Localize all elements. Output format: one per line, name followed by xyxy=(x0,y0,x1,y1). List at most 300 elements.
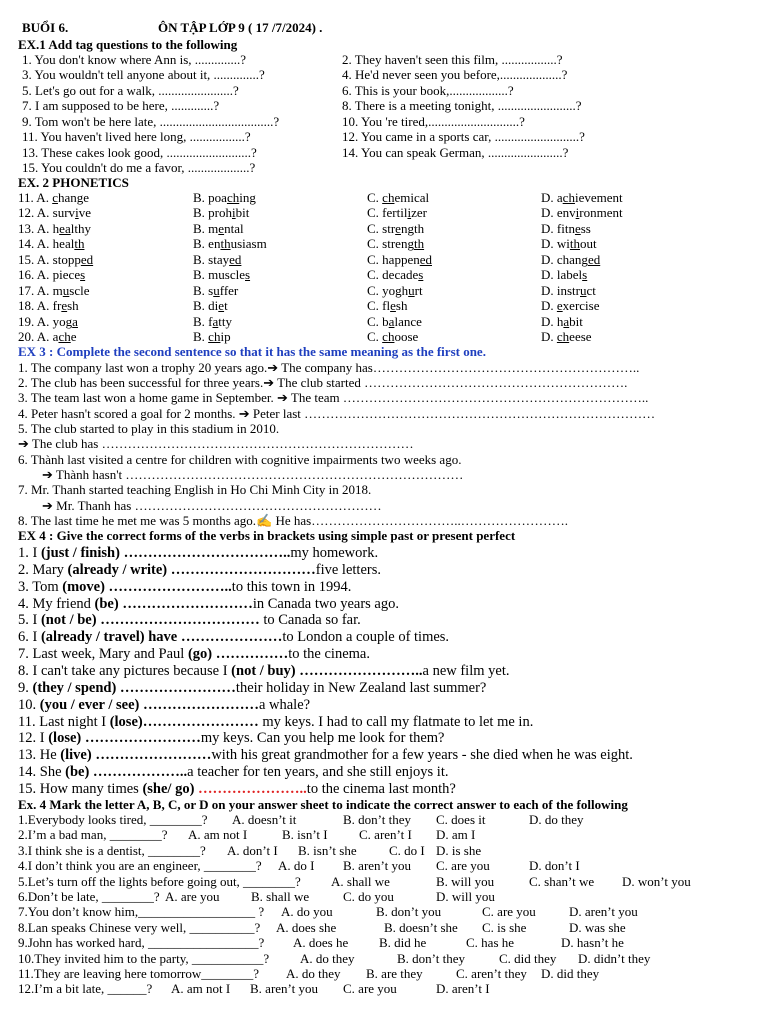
phonetics-option xyxy=(541,283,596,298)
mc-option: A. does he xyxy=(293,935,349,951)
rewrite-line: 6. Thành last visited a centre for children with cognitive impairments two weeks ago. xyxy=(18,452,462,467)
phonetics-option xyxy=(18,252,93,267)
rewrite-line: 2. The club has been successful for three years.➔ The club started ……………………………………………………. xyxy=(18,375,628,390)
rewrite-line: ➔ Mr. Thanh has ………………………………………………… xyxy=(42,498,382,513)
mc-option: A. do they xyxy=(286,966,341,981)
phonetics-option xyxy=(541,314,583,329)
review-title: ÔN TẬP LỚP 9 ( 17 /7/2024) . xyxy=(158,20,323,35)
verb-prompt: (be) xyxy=(94,595,119,612)
option-text: ffer xyxy=(219,282,239,298)
option-text: 15. A. stopp xyxy=(18,251,81,267)
mc-option: B. isn’t she xyxy=(298,842,357,858)
phonetics-option xyxy=(18,267,85,282)
sentence-end: to Canada so far. xyxy=(259,612,361,629)
option-text: ievement xyxy=(574,190,623,205)
tag-question-item: 4. He'd never seen you before,...................? xyxy=(342,67,568,83)
phonetics-option xyxy=(541,205,623,220)
option-text: D. instr xyxy=(541,282,580,298)
mc-option: D. won’t you xyxy=(622,873,691,889)
underlined-sound: u xyxy=(213,282,220,298)
option-text: B. f xyxy=(193,313,213,329)
option-text: 11. A. xyxy=(18,190,53,205)
underlined-sound: s xyxy=(245,267,251,283)
verb-prompt: (just / finish) xyxy=(40,545,120,561)
option-text: B. poa xyxy=(193,190,227,205)
mc-option: D. hasn’t he xyxy=(561,935,624,951)
sentence-start: 5. I xyxy=(18,612,41,629)
verb-form-line xyxy=(18,596,399,612)
ex1-title: EX.1 Add tag questions to the following xyxy=(18,37,238,52)
mc-question: 8.Lan speaks Chinese very well, __________? xyxy=(18,919,261,935)
option-text: D. h xyxy=(541,313,564,329)
option-text: xercise xyxy=(562,298,600,314)
sentence-end: to the cinema last month? xyxy=(306,780,456,797)
phonetics-option xyxy=(18,205,91,220)
answer-blank: …………………….. xyxy=(104,578,232,595)
mc-option: B. isn’t I xyxy=(282,827,328,843)
option-text: C. fertil xyxy=(367,205,408,221)
mc-option: A. do I xyxy=(278,858,315,874)
sentence-end: my keys. I had to call my flatmate to let me in. xyxy=(258,713,534,730)
rewrite-line: 5. The club started to play in this stadium in 2010. xyxy=(18,421,280,436)
tag-question-item: 14. You can speak German, .......................? xyxy=(342,144,569,160)
underlined-sound: ed xyxy=(80,251,94,267)
option-text: B. xyxy=(193,329,209,345)
underlined-sound: a xyxy=(212,313,219,329)
mc-option: D. did they xyxy=(541,966,600,981)
ex5-title: Ex. 4 Mark the letter A, B, C, or D on your answer sheet to indicate the correct answer to each of the following xyxy=(18,797,628,812)
phonetics-option xyxy=(541,221,591,236)
option-text: lance xyxy=(394,313,422,329)
option-text: ngth xyxy=(400,220,425,236)
verb-prompt: (already / travel) xyxy=(40,629,145,646)
underlined-sound: ed xyxy=(229,251,242,267)
verb-prompt: (be) xyxy=(65,764,90,781)
underlined-sound: th xyxy=(74,236,85,252)
phonetics-option xyxy=(541,267,587,282)
option-text: C. fl xyxy=(367,298,391,314)
phonetics-option xyxy=(367,236,424,251)
option-text: ip xyxy=(220,329,231,345)
option-text: C. decade xyxy=(367,267,419,283)
tag-question-item: 1. You don't know where Ann is, ..............? xyxy=(22,52,247,67)
answer-blank: ………………………… xyxy=(167,561,316,578)
verb-form-line xyxy=(18,629,449,645)
verb-form-line xyxy=(18,545,378,561)
option-text: C. xyxy=(367,190,383,205)
mc-option: D. was she xyxy=(569,919,626,935)
option-text: bit xyxy=(235,205,250,221)
tag-question-item: 8. There is a meeting tonight, ........................? xyxy=(342,98,582,114)
verb-prompt: (not / be) xyxy=(40,612,97,629)
mc-option: A. am not I xyxy=(188,827,248,843)
phonetics-option xyxy=(367,190,429,205)
option-text: ronment xyxy=(579,205,623,221)
phonetics-option xyxy=(193,267,250,282)
mc-option: B. aren’t you xyxy=(250,981,318,997)
ex4-title: EX 4 : Give the correct forms of the verbs in brackets using simple past or present perfect xyxy=(18,528,516,543)
mc-question: 3.I think she is a dentist, ________? xyxy=(18,842,206,858)
verb-prompt: (lose) xyxy=(48,730,82,747)
rewrite-line: 3. The team last won a home game in September. ➔ The team …………………………………………………………….. xyxy=(18,390,649,405)
verb-form-line xyxy=(18,646,370,662)
option-text: D. xyxy=(541,298,557,314)
option-text: C. happen xyxy=(367,251,420,267)
sentence-end: to the cinema. xyxy=(288,646,370,663)
mc-option: B. don’t you xyxy=(376,904,442,920)
sentence-start: 1. I xyxy=(18,545,41,561)
underlined-sound: ch xyxy=(562,190,575,205)
verb-prompt: (she/ go) xyxy=(142,780,195,797)
sentence-start: 13. He xyxy=(18,747,61,764)
mc-option: B. don’t they xyxy=(397,950,466,966)
option-text: ange xyxy=(64,190,90,205)
phonetics-option xyxy=(18,221,91,236)
phonetics-option xyxy=(18,190,89,205)
mc-option: C. did they xyxy=(499,950,557,966)
option-text: B. muscle xyxy=(193,267,245,283)
mc-option: B. will you xyxy=(436,873,495,889)
option-text: 16. A. piece xyxy=(18,267,81,283)
option-text: oose xyxy=(394,329,419,345)
option-text: e xyxy=(70,329,77,345)
verb-form-line xyxy=(18,562,381,578)
mc-question: 9.John has worked hard, _________________? xyxy=(18,935,265,951)
verb-prompt: (go) xyxy=(187,646,213,663)
mc-option: B. shall we xyxy=(251,889,310,904)
tag-question-item: 6. This is your book,..................? xyxy=(342,82,514,98)
option-text: 19. A. yog xyxy=(18,313,73,329)
answer-blank: have ………………… xyxy=(144,629,283,646)
mc-option: B. did he xyxy=(379,935,427,951)
answer-blank: …………………… xyxy=(81,730,201,747)
mc-question: 7.You don’t know him,__________________ ? xyxy=(18,904,265,920)
mc-option: A. do they xyxy=(300,950,355,966)
verb-form-line xyxy=(18,747,633,763)
option-text: C. streng xyxy=(367,236,414,252)
verb-prompt: (not / buy) xyxy=(231,662,296,679)
option-text: eese xyxy=(569,329,592,345)
underlined-sound: a xyxy=(388,313,395,329)
answer-blank: ……………….. xyxy=(89,764,188,781)
underlined-sound: e xyxy=(390,298,396,314)
verb-form-line xyxy=(18,781,456,797)
verb-prompt: (already / write) xyxy=(67,561,168,578)
rewrite-line: ➔ The club has ……………………………………………………………… xyxy=(18,436,414,451)
mc-question: 2.I’m a bad man, ________? xyxy=(18,827,168,843)
underlined-sound: a xyxy=(72,313,78,329)
sentence-start: 4. My friend xyxy=(18,595,95,612)
phonetics-option xyxy=(367,329,418,344)
option-text: 13. A. h xyxy=(18,220,60,236)
tag-question-item: 9. Tom won't be here late, ...................................? xyxy=(22,113,280,129)
underlined-sound: i xyxy=(75,205,79,221)
sentence-end: their holiday in New Zealand last summer? xyxy=(235,679,487,696)
verb-form-line xyxy=(18,697,310,713)
answer-blank: …………………………… xyxy=(96,612,260,629)
verb-prompt: (move) xyxy=(62,578,105,595)
underlined-sound: u xyxy=(408,282,415,298)
mc-question: 6.Don’t be late, ________? xyxy=(18,889,160,904)
underlined-sound: a xyxy=(563,313,570,329)
mc-option: D. will you xyxy=(436,889,495,904)
underlined-sound: e xyxy=(61,298,68,314)
verb-form-line xyxy=(18,764,448,780)
phonetics-option xyxy=(193,221,244,236)
sentence-end: a new film yet. xyxy=(422,662,510,679)
mc-question: 11.They are leaving here tomorrow________? xyxy=(18,966,260,981)
ex3-title: EX 3 : Complete the second sentence so that it has the same meaning as the first one. xyxy=(18,344,486,359)
sentence-end: to London a couple of times. xyxy=(282,629,450,646)
mc-option: C. aren’t I xyxy=(359,827,412,843)
sentence-end: my keys. Can you help me look for them? xyxy=(200,730,445,747)
sentence-end: to this town in 1994. xyxy=(231,578,352,595)
mc-option: A. doesn’t it xyxy=(232,812,297,827)
option-text: B. stay xyxy=(193,251,230,267)
underlined-sound: i xyxy=(407,205,412,221)
answer-blank: …………………… xyxy=(116,679,236,696)
option-text: D. wi xyxy=(541,236,570,252)
mc-question: 10.They invited him to the party, ___________? xyxy=(18,950,270,966)
sentence-start: 9. xyxy=(18,679,33,696)
option-text: D. fitn xyxy=(541,220,575,236)
phonetics-option xyxy=(541,298,599,313)
option-text: rt xyxy=(414,282,423,298)
sentence-end: my homework. xyxy=(290,545,379,561)
verb-prompt: (live) xyxy=(60,747,92,764)
phonetics-option xyxy=(541,190,623,205)
phonetics-option xyxy=(18,298,79,313)
mc-option: C. are you xyxy=(436,858,490,874)
underlined-sound: ch xyxy=(556,329,570,345)
mc-option: C. do I xyxy=(389,842,425,858)
mc-option: D. aren’t I xyxy=(436,981,490,997)
option-text: 12. A. surv xyxy=(18,205,76,221)
phonetics-option xyxy=(18,329,77,344)
mc-option: A. are you xyxy=(165,889,220,904)
tag-question-item: 3. You wouldn't tell anyone about it, ..............? xyxy=(22,67,265,83)
underlined-sound: s xyxy=(80,267,86,283)
sentence-start: 10. xyxy=(18,696,40,713)
mc-option: C. are you xyxy=(343,981,397,997)
option-text: C. str xyxy=(367,220,396,236)
mc-option: C. are you xyxy=(482,904,536,920)
sentence-start: 12. I xyxy=(18,730,49,747)
verb-prompt: (you / ever / see) xyxy=(39,696,140,713)
underlined-sound: ch xyxy=(226,190,240,205)
verb-form-line xyxy=(18,612,361,628)
mc-option: B. are they xyxy=(366,966,423,981)
verb-form-line xyxy=(18,579,351,595)
option-text: out xyxy=(580,236,597,252)
option-text: tty xyxy=(218,313,233,329)
phonetics-option xyxy=(367,283,423,298)
mc-option: B. doesn’t she xyxy=(384,919,458,935)
underlined-sound: u xyxy=(62,282,70,298)
phonetics-option xyxy=(367,314,422,329)
sentence-end: five letters. xyxy=(315,561,381,578)
option-text: ntal xyxy=(224,220,244,236)
answer-blank: …………………….. xyxy=(295,662,423,679)
option-text: B. di xyxy=(193,298,219,314)
sentence-start: 14. She xyxy=(18,764,66,781)
sentence-start: 7. Last week, Mary and Paul xyxy=(18,646,188,663)
option-text: B. proh xyxy=(193,205,232,221)
answer-blank: …………………… xyxy=(139,696,259,713)
mc-option: B. aren’t you xyxy=(343,858,411,874)
ex2-title: EX. 2 PHONETICS xyxy=(18,175,129,190)
underlined-sound: e xyxy=(218,220,225,236)
option-text: 18. A. fr xyxy=(18,298,62,314)
phonetics-option xyxy=(367,221,424,236)
underlined-sound: ch xyxy=(208,329,221,345)
rewrite-line: 4. Peter hasn't scored a goal for 2 months. ➔ Peter last ……………………………………………………………………… xyxy=(18,406,656,421)
phonetics-option xyxy=(367,205,427,220)
underlined-sound: ch xyxy=(382,190,395,205)
option-text: sh xyxy=(395,298,408,314)
mc-question: 12.I’m a bit late, ______? xyxy=(18,981,153,997)
underlined-sound: s xyxy=(582,267,588,283)
option-text: emical xyxy=(394,190,430,205)
phonetics-option xyxy=(193,314,232,329)
phonetics-option xyxy=(367,267,423,282)
verb-form-line xyxy=(18,663,510,679)
option-text: ct xyxy=(586,282,596,298)
session-label: BUỔI 6. xyxy=(22,20,69,35)
phonetics-option xyxy=(367,298,407,313)
underlined-sound: e xyxy=(218,298,225,314)
phonetics-option xyxy=(18,314,78,329)
mc-option: C. has he xyxy=(466,935,515,951)
tag-question-item: 10. You 're tired,............................? xyxy=(342,113,525,129)
tag-question-item: 7. I am supposed to be here, .............? xyxy=(22,98,220,114)
option-text: C. yogh xyxy=(367,282,409,298)
mc-question: 5.Let’s turn off the lights before going out, ________? xyxy=(18,873,301,889)
option-text: D. env xyxy=(541,205,576,221)
phonetics-option xyxy=(193,252,241,267)
mc-option: A. shall we xyxy=(331,873,390,889)
underlined-sound: th xyxy=(413,236,425,252)
underlined-sound: ed xyxy=(587,251,601,267)
verb-form-line xyxy=(18,680,486,696)
option-text: 17. A. m xyxy=(18,282,63,298)
answer-blank: …………………… xyxy=(91,747,212,764)
underlined-sound: ed xyxy=(419,251,432,267)
sentence-start: 3. Tom xyxy=(18,578,63,595)
answer-blank: …………… xyxy=(212,646,289,663)
option-text: zer xyxy=(411,205,427,221)
mc-option: C. shan’t we xyxy=(529,873,595,889)
mc-option: A. does she xyxy=(276,919,337,935)
verb-prompt: (they / spend) xyxy=(32,679,117,696)
sentence-start: 15. How many times xyxy=(18,780,143,797)
mc-option: D. do they xyxy=(529,812,584,827)
underlined-sound: s xyxy=(418,267,424,283)
verb-form-line xyxy=(18,714,533,730)
option-text: D. chang xyxy=(541,251,588,267)
underlined-sound: ch xyxy=(382,329,395,345)
underlined-sound: th xyxy=(220,236,231,252)
option-text: D. xyxy=(541,329,557,345)
option-text: bit xyxy=(569,313,583,329)
tag-question-item: 15. You couldn't do me a favor, ...................? xyxy=(22,160,256,175)
option-text: C. xyxy=(367,329,383,345)
option-text: ss xyxy=(580,220,591,236)
mc-option: C. do you xyxy=(343,889,394,904)
rewrite-line: ➔ Thành hasn't …………………………………………………………………… xyxy=(42,467,464,482)
phonetics-option xyxy=(367,252,432,267)
phonetics-option xyxy=(541,252,600,267)
mc-option: D. am I xyxy=(436,827,476,843)
option-text: C. b xyxy=(367,313,389,329)
option-text: h xyxy=(57,190,65,205)
underlined-sound: th xyxy=(569,236,581,252)
option-text: B. s xyxy=(193,282,214,298)
phonetics-option xyxy=(193,298,228,313)
answer-blank: …………………………….. xyxy=(119,545,291,561)
phonetics-option xyxy=(193,190,256,205)
option-text: ing xyxy=(239,190,256,205)
answer-blank: …………………… xyxy=(142,713,259,730)
mc-option: A. don’t I xyxy=(227,842,278,858)
phonetics-option xyxy=(193,236,267,251)
mc-option: D. don’t I xyxy=(529,858,580,874)
option-text: sh xyxy=(67,298,79,314)
phonetics-option xyxy=(18,283,90,298)
option-text: B. en xyxy=(193,236,221,252)
underlined-sound: e xyxy=(574,220,581,236)
phonetics-option xyxy=(541,236,597,251)
verb-form-line xyxy=(18,730,445,746)
rewrite-line: 7. Mr. Thanh started teaching English in Ho Chi Minh City in 2018. xyxy=(18,482,372,497)
option-text: B. m xyxy=(193,220,219,236)
option-text: scle xyxy=(69,282,90,298)
option-text: D. a xyxy=(541,190,563,205)
option-text: 14. A. heal xyxy=(18,236,75,252)
mc-option: C. is she xyxy=(482,919,527,935)
tag-question-item: 5. Let's go out for a walk, .......................? xyxy=(22,82,239,98)
sentence-end: in Canada two years ago. xyxy=(252,595,399,612)
sentence-start: 6. I xyxy=(18,629,41,646)
phonetics-option xyxy=(193,205,249,220)
phonetics-option xyxy=(541,329,592,344)
rewrite-line: 8. The last time he met me was 5 months ago.✍ He has……………………………..……………………. xyxy=(18,513,568,528)
mc-option: C. aren’t they xyxy=(456,966,527,981)
underlined-sound: c xyxy=(52,190,58,205)
tag-question-item: 2. They haven't seen this film, .................? xyxy=(342,52,563,67)
verb-prompt: (lose) xyxy=(109,713,143,730)
answer-blank: ……………………… xyxy=(118,595,253,612)
option-text: 20. A. a xyxy=(18,329,59,345)
underlined-sound: e xyxy=(556,298,563,314)
underlined-sound: i xyxy=(575,205,580,221)
mc-option: D. aren’t you xyxy=(569,904,638,920)
mc-option: D. didn’t they xyxy=(578,950,651,966)
sentence-start: 2. Mary xyxy=(18,561,68,578)
sentence-end: a whale? xyxy=(258,696,311,713)
underlined-sound: ea xyxy=(59,220,71,236)
sentence-start: 8. I can't take any pictures because I xyxy=(18,662,232,679)
mc-option: C. does it xyxy=(436,812,486,827)
sentence-end: a teacher for ten years, and she still enjoys it. xyxy=(187,764,449,781)
answer-blank: ………………….. xyxy=(194,780,307,797)
underlined-sound: i xyxy=(232,205,236,221)
tag-question-item: 12. You came in a sports car, ..........................? xyxy=(342,129,585,145)
option-text: usiasm xyxy=(230,236,267,252)
phonetics-option xyxy=(193,283,238,298)
option-text: D. label xyxy=(541,267,583,283)
option-text: ve xyxy=(78,205,91,221)
